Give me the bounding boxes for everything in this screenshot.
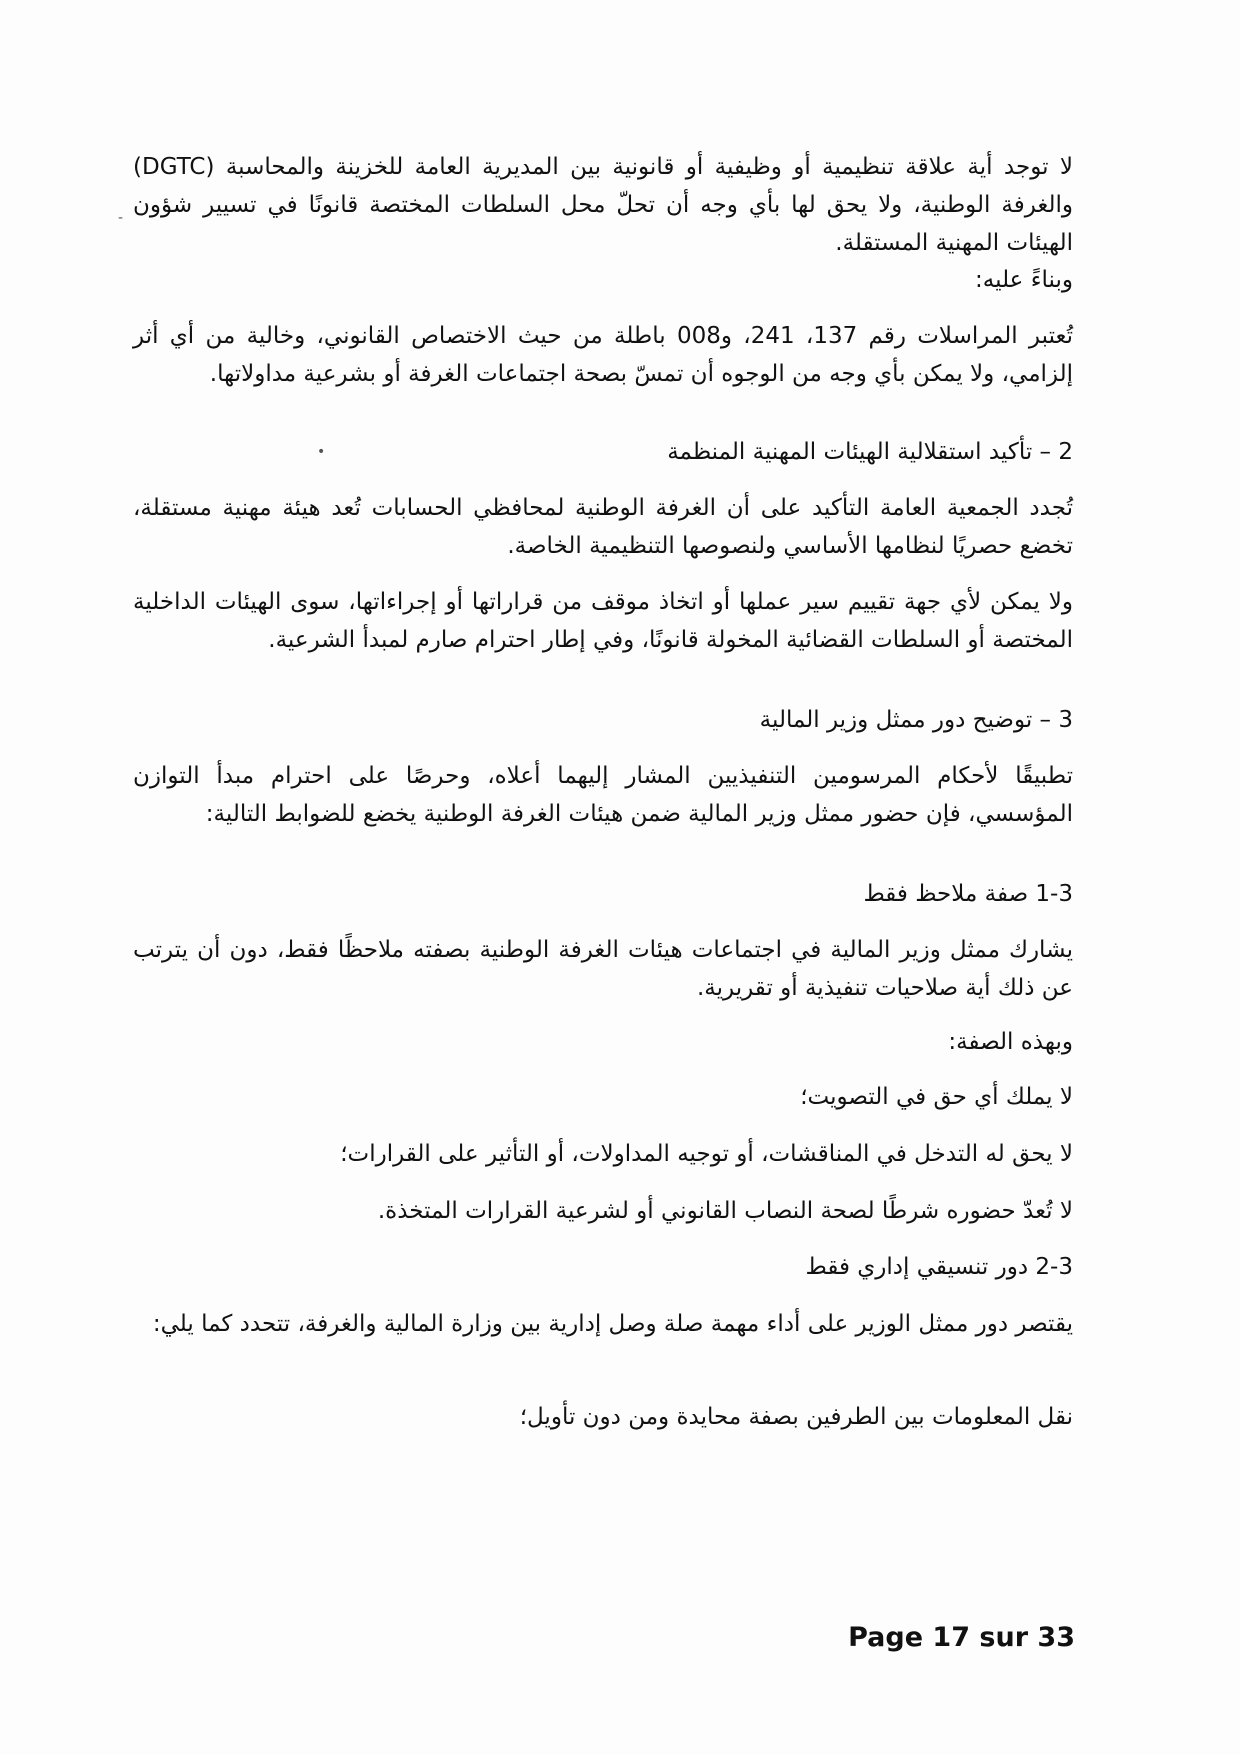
paragraph-correspondence-void: تُعتبر المراسلات رقم 137، 241، و008 باطلة من حيث الاختصاص القانوني، وخالية من أي أثر إلزامي، ولا يمكن بأي وجه من الوجوه أن تمسّ بصحة اجتماعات الغرفة أو بشرعية مداولاتها. [133,323,1074,387]
scan-speck: - [118,210,124,226]
list-item-not-quorum-condition: لا تُعدّ حضوره شرطًا لصحة النصاب القانوني أو لشرعية القرارات المتخذة. [377,1198,1073,1224]
paragraph-minister-rep-rules: تطبيقًا لأحكام المرسومين التنفيذيين المشار إليهما أعلاه، وحرصًا على احترام مبدأ التوازن المؤسسي، فإن حضور ممثل وزير المالية ضمن هيئات الغرفة الوطنية يخضع للضوابط التالية: [133,763,1073,827]
paragraph-coordination-role: يقتصر دور ممثل الوزير على أداء مهمة صلة وصل إدارية بين وزارة المالية والغرفة، تتحدد كما يلي: [152,1311,1073,1337]
paragraph-consequently: وبناءً عليه: [975,267,1073,293]
list-item-no-vote: لا يملك أي حق في التصويت؛ [800,1084,1073,1110]
paragraph-no-external-evaluation: ولا يمكن لأي جهة تقييم سير عملها أو اتخاذ موقف من قراراتها أو إجراءاتها، سوى الهيئات الداخلية المختصة أو السلطات القضائية المخولة قانونًا، وفي إطار احترام صارم لمبدأ الشرعية. [133,589,1073,653]
subsection-heading-3-1: 1-3 صفة ملاحظ فقط [863,881,1073,907]
paragraph-in-this-capacity: وبهذه الصفة: [948,1029,1073,1055]
section-heading-2: 2 – تأكيد استقلالية الهيئات المهنية المنظمة [667,439,1073,465]
list-item-no-intervention: لا يحق له التدخل في المناقشات، أو توجيه المداولات، أو التأثير على القرارات؛ [340,1141,1073,1167]
page-number: Page 17 sur 33 [848,1622,1075,1653]
section-heading-3: 3 – توضيح دور ممثل وزير المالية [759,707,1073,733]
scan-dot: • [317,444,326,460]
subsection-heading-3-2: 2-3 دور تنسيقي إداري فقط [805,1254,1073,1280]
paragraph-intro: لا توجد أية علاقة تنظيمية أو وظيفية أو قانونية بين المديرية العامة للخزينة والمحاسبة (DGTC) والغرفة الوطنية، ولا يحق لها بأي وجه أن تحلّ محل السلطات المختصة قانونًا في تسيير شؤون الهيئات المهنية المستقلة. [133,154,1073,256]
paragraph-assembly-reaffirms: تُجدد الجمعية العامة التأكيد على أن الغرفة الوطنية لمحافظي الحسابات تُعد هيئة مهنية مستقلة، تخضع حصريًا لنظامها الأساسي ولنصوصها التنظيمية الخاصة. [133,495,1073,559]
list-item-information-transfer: نقل المعلومات بين الطرفين بصفة محايدة ومن دون تأويل؛ [519,1404,1073,1430]
paragraph-observer-only: يشارك ممثل وزير المالية في اجتماعات هيئات الغرفة الوطنية بصفته ملاحظًا فقط، دون أن يترتب عن ذلك أية صلاحيات تنفيذية أو تقريرية. [133,937,1073,1001]
